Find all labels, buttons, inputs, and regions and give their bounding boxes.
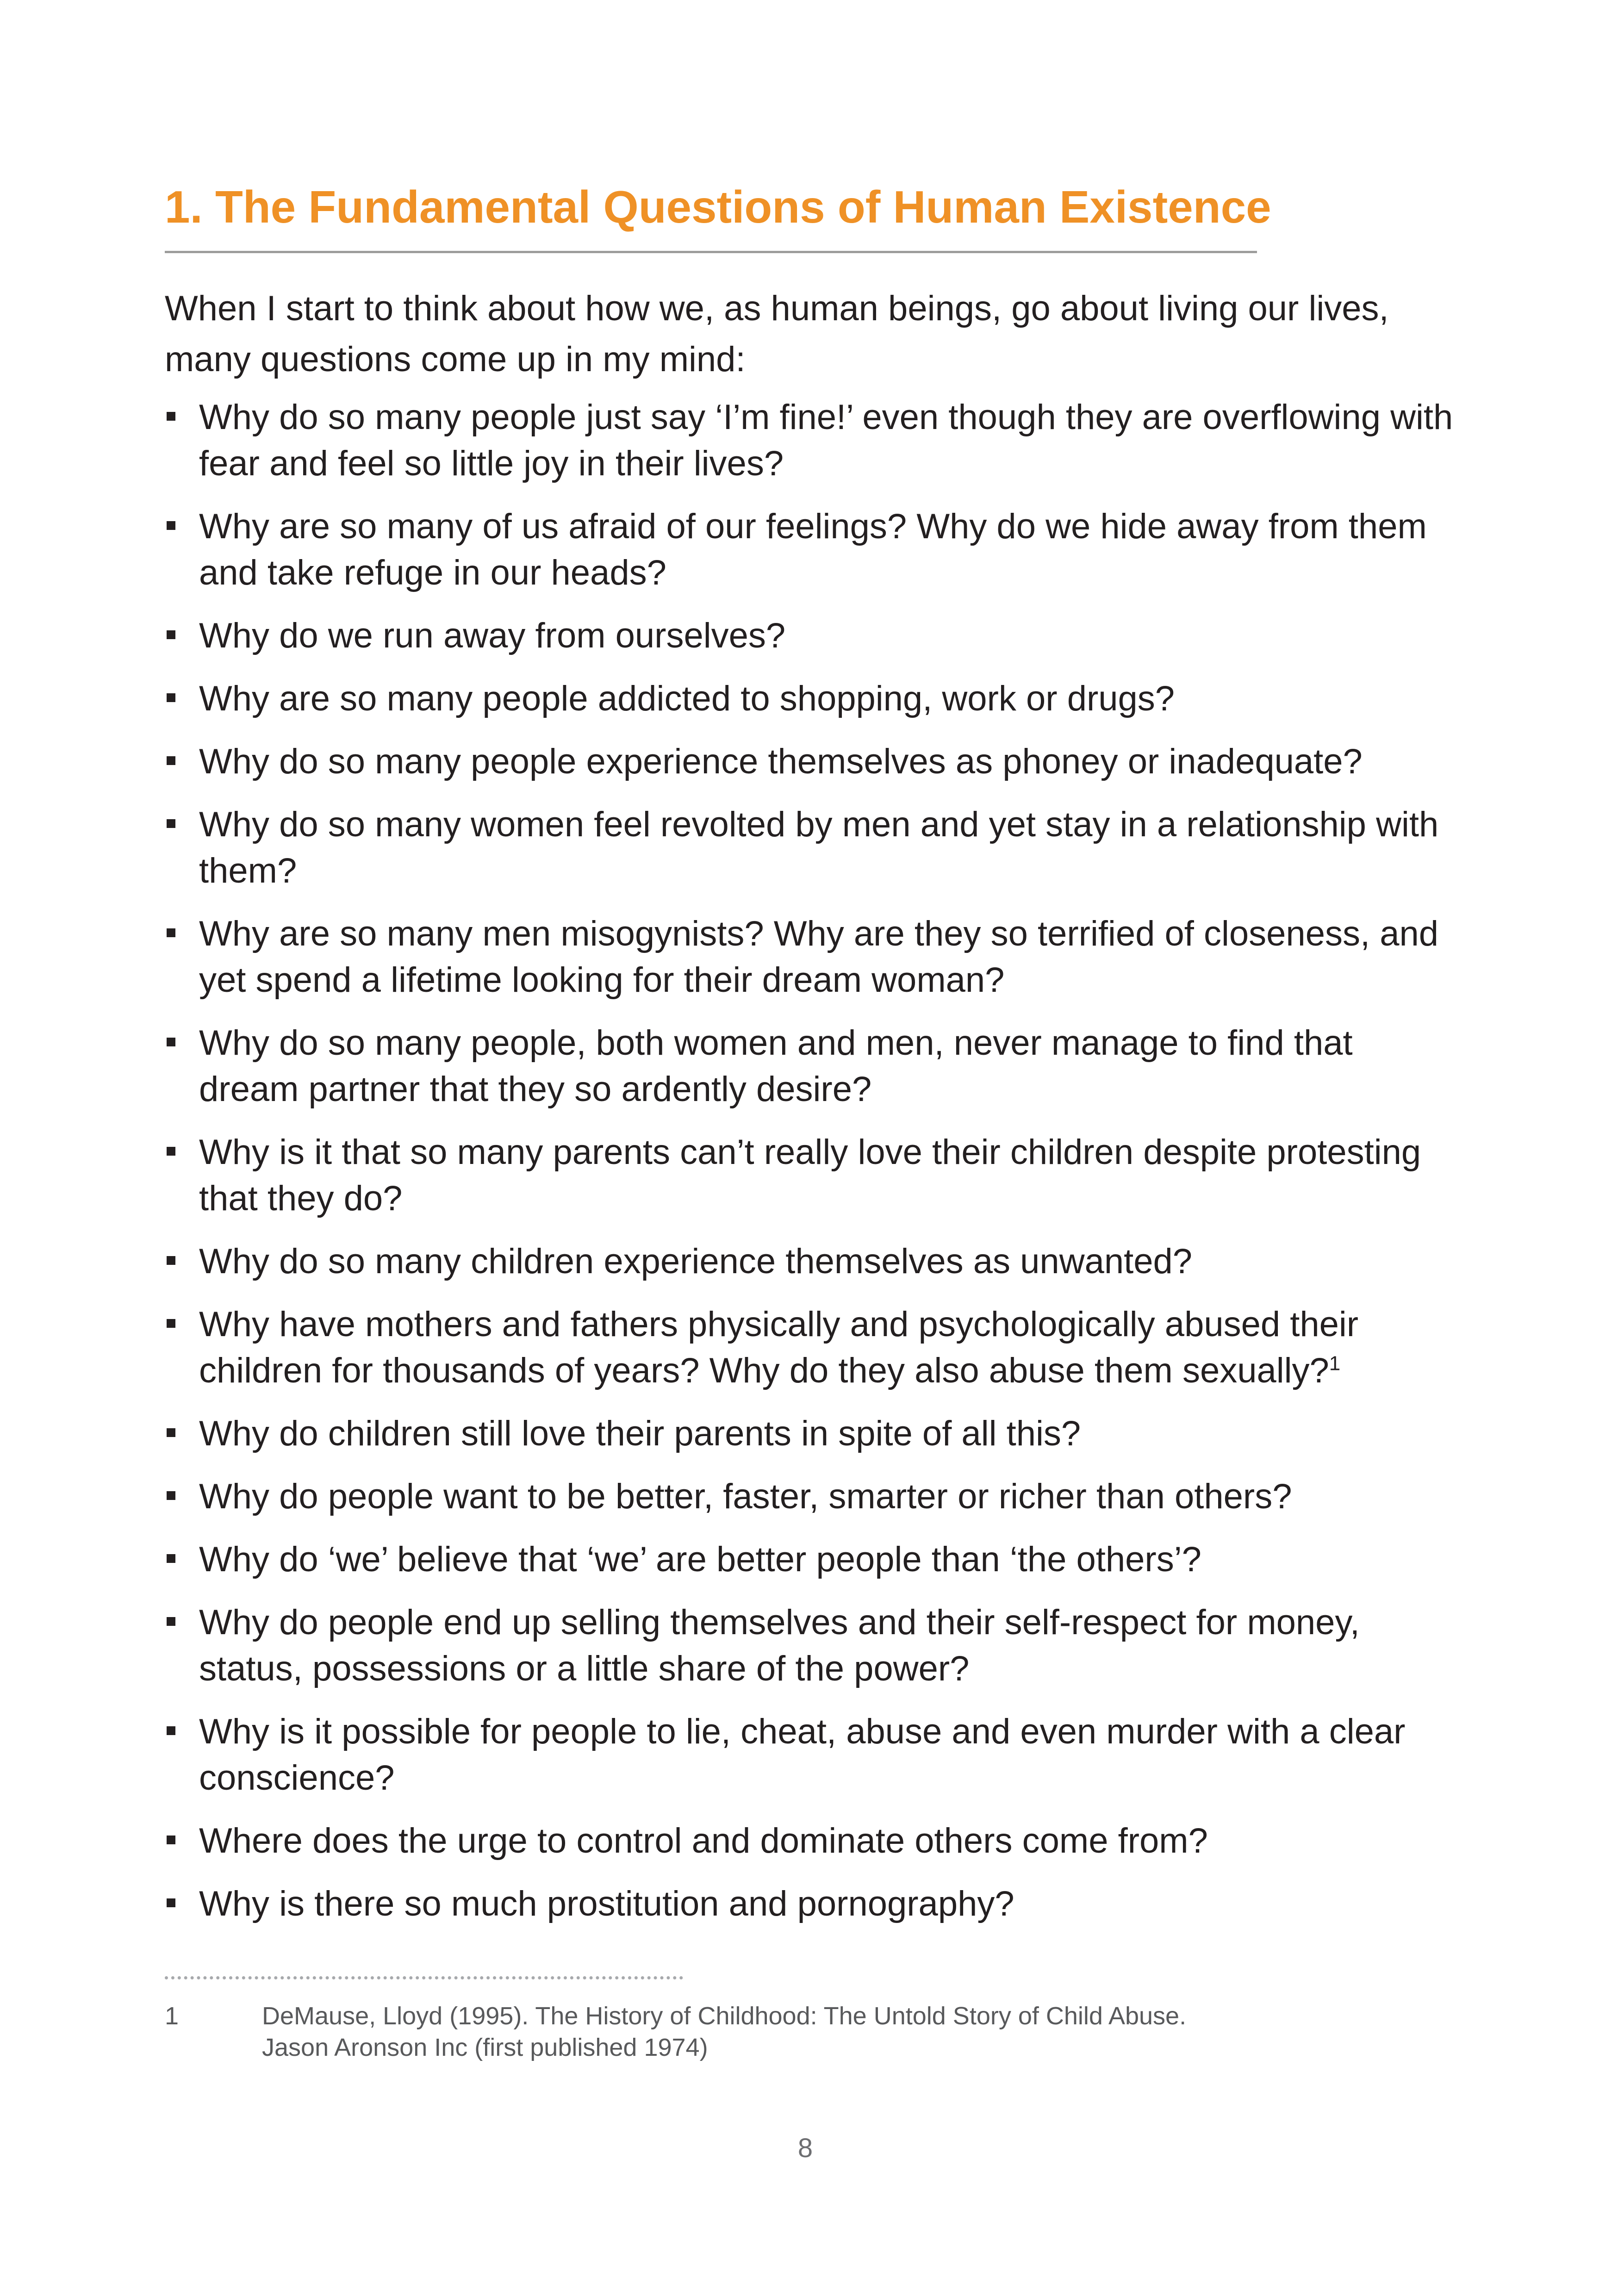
bullet-icon <box>167 756 175 765</box>
bullet-icon <box>167 630 175 639</box>
question-text: Why do we run away from ourselves? <box>199 616 786 655</box>
heading-underline <box>165 251 1257 253</box>
bullet-icon <box>167 521 175 530</box>
question-text: Why do children still love their parents in spite of all this? <box>199 1414 1081 1453</box>
list-item <box>165 739 1461 785</box>
list-item <box>165 1238 1461 1285</box>
page-number: 8 <box>797 2133 813 2163</box>
question-text: Why do people want to be better, faster, smarter or richer than others? <box>199 1477 1292 1516</box>
list-item <box>165 1818 1461 1864</box>
bullet-icon <box>167 928 175 937</box>
question-text: Why are so many of us afraid of our feelings? Why do we hide away from them and take refuge in our heads? <box>199 507 1427 592</box>
footnote-line: DeMause, Lloyd (1995). The History of Childhood: The Untold Story of Child Abuse. <box>262 2002 1187 2030</box>
bullet-icon <box>167 1319 175 1328</box>
list-item <box>165 1474 1461 1520</box>
list-item <box>165 1537 1461 1583</box>
list-item <box>165 394 1461 487</box>
footnote-text <box>262 2000 1373 2063</box>
list-item <box>165 1129 1461 1222</box>
footnote-line: Jason Aronson Inc (first published 1974) <box>262 2034 708 2061</box>
question-text: Why do so many women feel revolted by men and yet stay in a relationship with them? <box>199 805 1439 890</box>
list-item <box>165 802 1461 894</box>
bullet-icon <box>167 1898 175 1907</box>
section-heading: 1. The Fundamental Questions of Human Existence <box>165 181 1271 232</box>
list-item <box>165 1709 1461 1801</box>
question-text: Why do so many people just say ‘I’m fine!’ even though they are overflowing with fear and feel so little joy in their lives? <box>199 398 1453 483</box>
question-text: Why do ‘we’ believe that ‘we’ are better people than ‘the others’? <box>199 1540 1201 1579</box>
bullet-icon <box>167 1726 175 1735</box>
list-item <box>165 504 1461 596</box>
list-item <box>165 1301 1461 1394</box>
list-item <box>165 911 1461 1003</box>
list-item <box>165 613 1461 659</box>
bullet-icon <box>167 1428 175 1437</box>
question-text: Why are so many people addicted to shopping, work or drugs? <box>199 679 1175 718</box>
list-item <box>165 1881 1461 1927</box>
list-item <box>165 1411 1461 1457</box>
footnote-separator <box>165 1976 683 1979</box>
bullet-icon <box>167 693 175 702</box>
question-text: Why is it possible for people to lie, cheat, abuse and even murder with a clear conscience? <box>199 1712 1406 1798</box>
bullet-icon <box>167 1038 175 1046</box>
footnote-number: 1 <box>165 2002 179 2030</box>
question-text: Why do so many children experience themselves as unwanted? <box>199 1242 1193 1281</box>
bullet-icon <box>167 1617 175 1626</box>
question-list <box>165 394 1461 1944</box>
question-text: Why is there so much prostitution and pornography? <box>199 1884 1014 1923</box>
question-text: Why have mothers and fathers physically and psychologically abused their children for thousands of years? Why do they also abuse them sexually? <box>199 1305 1359 1390</box>
bullet-icon <box>167 819 175 828</box>
list-item <box>165 1020 1461 1113</box>
bullet-icon <box>167 1256 175 1265</box>
question-text: Where does the urge to control and dominate others come from? <box>199 1821 1208 1860</box>
footnote-reference[interactable]: 1 <box>1329 1352 1341 1375</box>
question-text: Why is it that so many parents can’t really love their children despite protesting that they do? <box>199 1132 1421 1218</box>
question-text: Why do people end up selling themselves and their self-respect for money, status, possessions or a little share of the power? <box>199 1603 1360 1688</box>
bullet-icon <box>167 412 175 421</box>
question-text: Why do so many people, both women and men, never manage to find that dream partner that they so ardently desire? <box>199 1023 1353 1109</box>
list-item <box>165 676 1461 722</box>
question-text: Why are so many men misogynists? Why are they so terrified of closeness, and yet spend a lifetime looking for their dream woman? <box>199 914 1438 1000</box>
list-item <box>165 1599 1461 1692</box>
bullet-icon <box>167 1836 175 1844</box>
bullet-icon <box>167 1554 175 1563</box>
question-text: Why do so many people experience themselves as phoney or inadequate? <box>199 742 1363 781</box>
bullet-icon <box>167 1491 175 1500</box>
bullet-icon <box>167 1147 175 1156</box>
intro-paragraph: When I start to think about how we, as human beings, go about living our lives, many questions come up in my mind: <box>165 289 1389 379</box>
